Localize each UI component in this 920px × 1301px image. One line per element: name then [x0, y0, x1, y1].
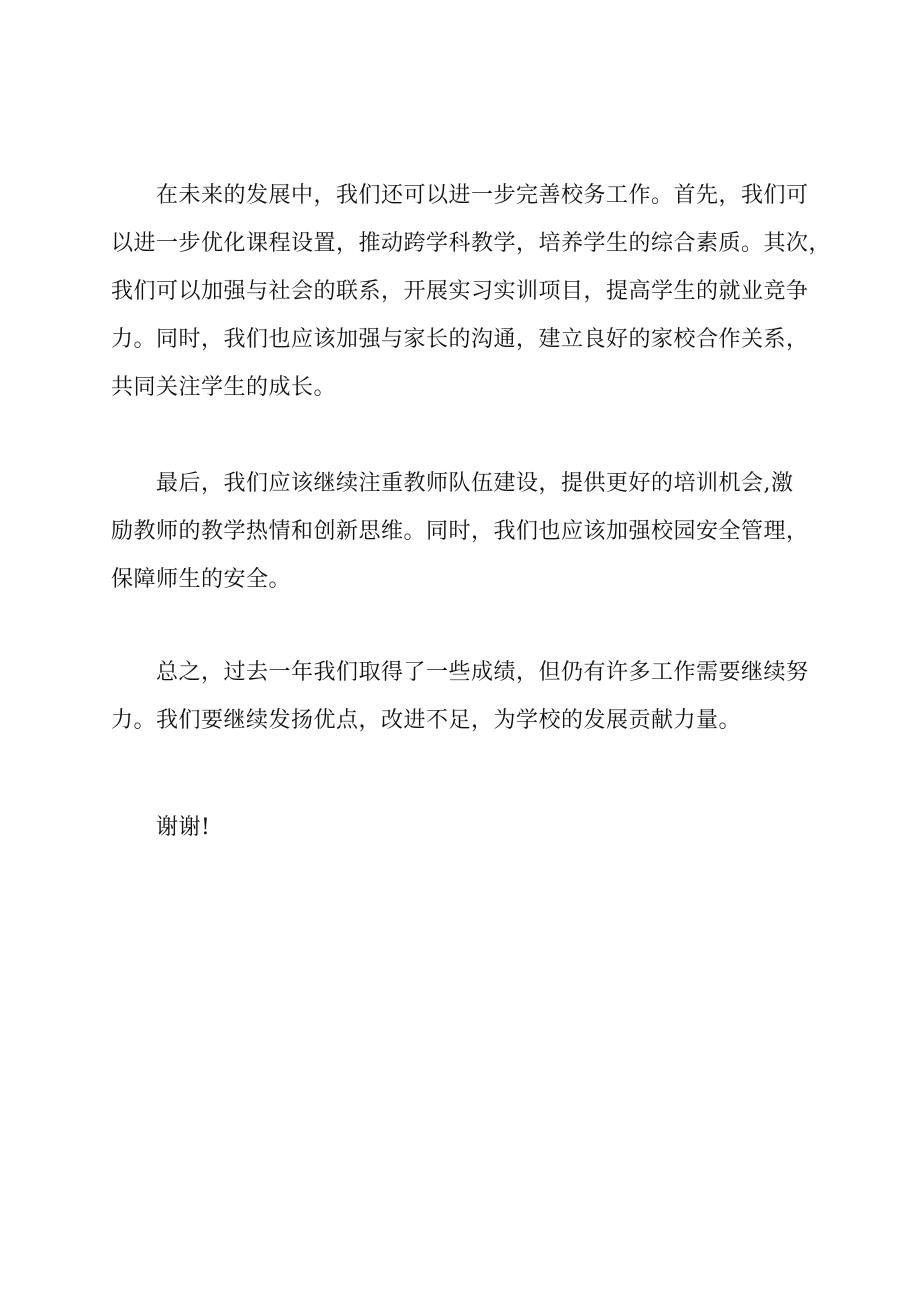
text-line: 保障师生的安全。: [111, 567, 292, 592]
text-line: 最后，我们应该继续注重教师队伍建设，提供更好的培训机会,激: [156, 471, 794, 496]
text-line: 力。同时，我们也应该加强与家长的沟通，建立良好的家校合作关系，: [111, 327, 809, 352]
text-line: 力。我们要继续发扬优点，改进不足，为学校的发展贡献力量。: [111, 708, 742, 733]
text-line: 谢谢!: [156, 815, 211, 840]
text-line: 以进一步优化课程设置，推动跨学科教学，培养学生的综合素质。其次，: [111, 231, 832, 256]
text-line: 在未来的发展中，我们还可以进一步完善校务工作。首先，我们可: [156, 183, 809, 208]
text-line: 我们可以加强与社会的联系，开展实习实训项目，提高学生的就业竞争: [111, 279, 809, 304]
text-line: 总之，过去一年我们取得了一些成绩，但仍有许多工作需要继续努: [156, 660, 809, 685]
text-line: 励教师的教学热情和创新思维。同时，我们也应该加强校园安全管理，: [111, 519, 809, 544]
text-line: 共同关注学生的成长。: [111, 375, 337, 400]
